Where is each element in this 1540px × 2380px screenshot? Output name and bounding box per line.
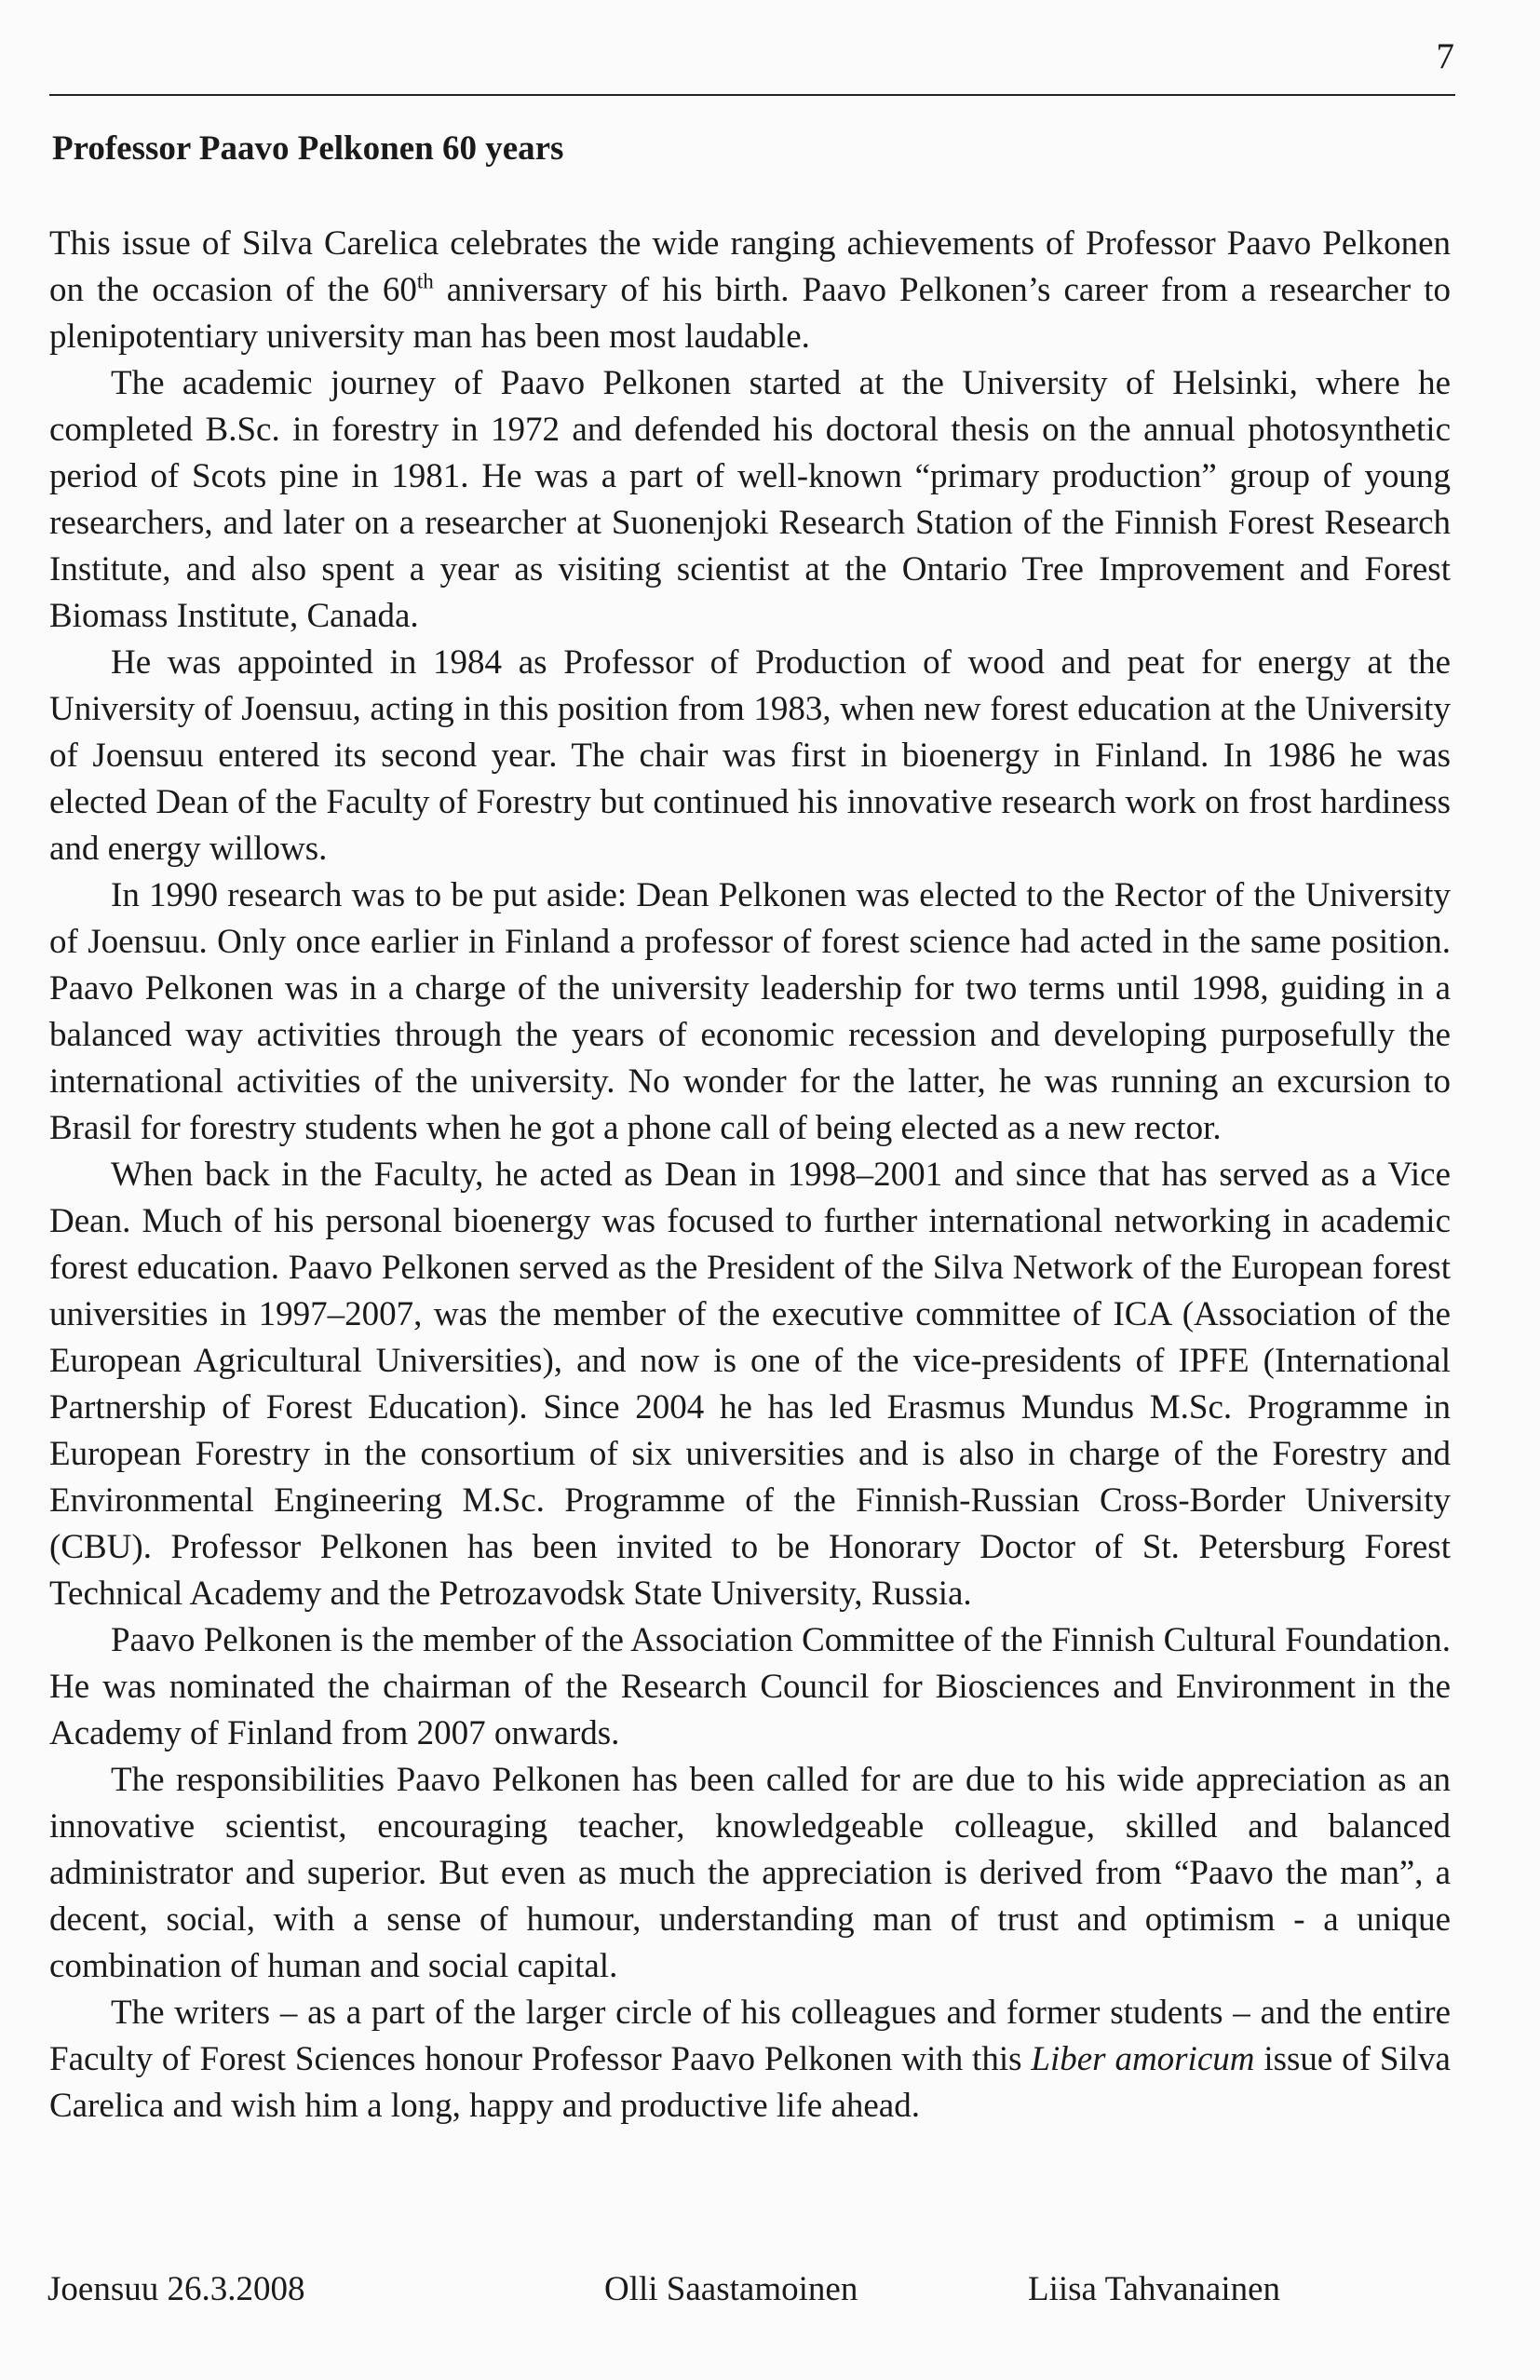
ordinal-superscript: th xyxy=(416,269,434,293)
author-name-1: Olli Saastamoinen xyxy=(604,2270,858,2308)
paragraph-international: When back in the Faculty, he acted as Dean in 1998–2001 and since that has served as a Vice Dean. Much of his personal bioenergy was focused to further international networking in academic forest education. Paavo Pelkonen served as the President of the Silva Network of the European forest universities in 1997–2007, was the member of the executive committee of ICA (Association of the European Agricultural Universities), and now is one of the vice-presidents of IPFE (International Partnership of Forest Education). Since 2004 he has led Erasmus Mundus M.Sc. Programme in European Forestry in the consortium of six universities and is also in charge of the Forestry and Environmental Engineering M.Sc. Programme of the Finnish-Russian Cross-Border University (CBU). Professor Pelkonen has been invited to be Honorary Doctor of St. Petersburg Forest Technical Academy and the Petrozavodsk State University, Russia. xyxy=(49,1156,1451,1613)
page-number: 7 xyxy=(1436,36,1454,76)
place-date: Joensuu 26.3.2008 xyxy=(47,2270,305,2308)
paragraph-closing xyxy=(49,1990,1451,2130)
intro-paragraph xyxy=(49,221,1451,360)
article-title: Professor Paavo Pelkonen 60 years xyxy=(52,129,564,168)
paragraph-professorship: He was appointed in 1984 as Professor of Production of wood and peat for energy at the University of Joensuu, acting in this position from 1983, when new forest education at the University of Joensuu entered its second year. The chair was first in bioenergy in Finland. In 1986 he was elected Dean of the Faculty of Forestry but continued his innovative research work on frost hardiness and energy willows. xyxy=(49,643,1451,868)
paragraph-responsibilities: The responsibilities Paavo Pelkonen has been called for are due to his wide appreciation as an innovative scientist, encouraging teacher, knowledgeable colleague, skilled and balanced administrator and superior. But even as much the appreciation is derived from “Paavo the man”, a decent, social, with a sense of humour, understanding man of trust and optimism - a unique combination of human and social capital. xyxy=(49,1761,1451,1985)
article-body xyxy=(49,221,1451,2130)
liber-amoricum-italic: Liber amoricum xyxy=(1031,2040,1255,2078)
header-rule xyxy=(49,94,1455,96)
intro-text-start: This issue of Silva Carelica celebrates the wide ranging achievements of Professor Paavo Pelkonen on the occasion of the 60 xyxy=(49,224,1451,309)
closing-text-end: issue of Silva Carelica and wish him a long, happy and productive life ahead. xyxy=(49,2040,1451,2125)
closing-text-start: The writers – as a part of the larger circle of his colleagues and former students – and the entire Faculty of Forest Sciences honour Professor Paavo Pelkonen with this xyxy=(49,1994,1451,2078)
intro-text-end: anniversary of his birth. Paavo Pelkonen’s career from a researcher to plenipotentiary university man has been most laudable. xyxy=(49,271,1451,356)
paragraph-academic-journey: The academic journey of Paavo Pelkonen started at the University of Helsinki, where he completed B.Sc. in forestry in 1972 and defended his doctoral thesis on the annual photosynthetic period of Scots pine in 1981. He was a part of well-known “primary production” group of young researchers, and later on a researcher at Suonenjoki Research Station of the Finnish Forest Research Institute, and also spent a year as visiting scientist at the Ontario Tree Improvement and Forest Biomass Institute, Canada. xyxy=(49,364,1451,635)
paragraph-cultural-foundation: Paavo Pelkonen is the member of the Association Committee of the Finnish Cultural Foundation. He was nominated the chairman of the Research Council for Biosciences and Environment in the Academy of Finland from 2007 onwards. xyxy=(49,1621,1451,1752)
paragraph-rector: In 1990 research was to be put aside: Dean Pelkonen was elected to the Rector of the University of Joensuu. Only once earlier in Finland a professor of forest science had acted in the same position. Paavo Pelkonen was in a charge of the university leadership for two terms until 1998, guiding in a balanced way activities through the years of economic recession and developing purposefully the international activities of the university. No wonder for the latter, he was running an excursion to Brasil for forestry students when he got a phone call of being elected as a new rector. xyxy=(49,876,1451,1147)
author-name-2: Liisa Tahvanainen xyxy=(1028,2270,1281,2308)
